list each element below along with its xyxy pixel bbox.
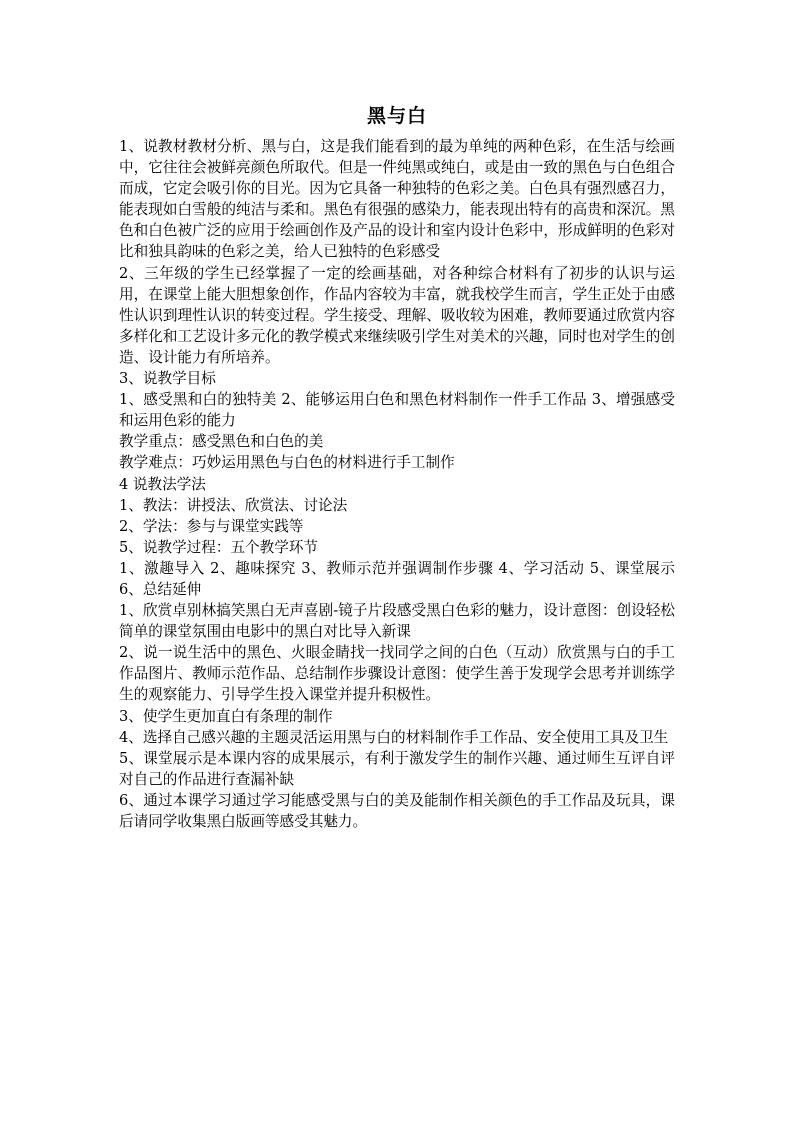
- paragraph-goals: 1、感受黑和白的独特美 2、能够运用白色和黑色材料制作一件手工作品 3、增强感受和运用色彩的能力: [119, 391, 675, 430]
- paragraph-key-point: 教学重点：感受黑色和白色的美: [119, 433, 324, 451]
- paragraph-step-1: 1、欣赏卓别林搞笑黑白无声喜剧-镜子片段感受黑白色彩的魅力，设计意图：创设轻松简单的课堂氛围由电影中的黑白对比导入新课: [119, 602, 675, 641]
- heading-goals: 3、说教学目标: [119, 370, 216, 388]
- paragraph-analysis: 1、说教材教材分析、黑与白，这是我们能看到的最为单纯的两种色彩，在生活与绘画中，它往往会被鲜亮颜色所取代。但是一件纯黑或纯白，或是由一致的黑色与白色组合而成，它定会吸引你的目光。因为它具备一种独特的色彩之美。白色具有强烈感召力，能表现如白雪般的纯洁与柔和。黑色有很强的感染力，能表现出特有的高贵和深沉。黑色和白色被广泛的应用于绘画创作及产品的设计和室内设计色彩中，形成鲜明的色彩对比和独具韵味的色彩之美，给人已独特的色彩感受: [119, 138, 675, 261]
- paragraph-students: 2、三年级的学生已经掌握了一定的绘画基础，对各种综合材料有了初步的认识与运用，在课堂上能大胆想象创作，作品内容较为丰富，就我校学生而言，学生正处于由感性认识到理性认识的转变过程。学生接受、理解、吸收较为困难，教师要通过欣赏内容多样化和工艺设计多元化的教学模式来继续吸引学生对美术的兴趣，同时也对学生的创造、设计能力有所培养。: [119, 264, 675, 366]
- paragraph-step-6: 6、通过本课学习通过学习能感受黑与白的美及能制作相关颜色的手工作品及玩具，课后请同学收集黑白版画等感受其魅力。: [119, 791, 675, 830]
- paragraph-step-2: 2、说一说生活中的黑色、火眼金睛找一找同学之间的白色（互动）欣赏黑与白的手工作品图片、教师示范作品、总结制作步骤设计意图：使学生善于发现学会思考并训练学生的观察能力、引导学生投入课堂并提升积极性。: [119, 644, 675, 704]
- heading-process: 5、说教学过程：五个教学环节: [119, 538, 319, 556]
- paragraph-step-5: 5、课堂展示是本课内容的成果展示，有利于激发学生的制作兴趣、通过师生互评自评对自己的作品进行查漏补缺: [119, 749, 675, 788]
- paragraph-step-4: 4、选择自己感兴趣的主题灵活运用黑与白的材料制作手工作品、安全使用工具及卫生: [119, 728, 669, 746]
- paragraph-process-steps: 1、激趣导入 2、趣味探究 3、教师示范并强调制作步骤 4、学习活动 5、课堂展示 6、总结延伸: [119, 559, 675, 598]
- paragraph-difficulty: 教学难点：巧妙运用黑色与白色的材料进行手工制作: [119, 454, 455, 472]
- document-title: 黑与白: [366, 105, 427, 127]
- paragraph-learning-method: 2、学法：参与与课堂实践等: [119, 517, 304, 535]
- heading-methods: 4 说教法学法: [119, 475, 206, 493]
- document-body: [119, 136, 675, 832]
- paragraph-step-3: 3、使学生更加直白有条理的制作: [119, 707, 333, 725]
- paragraph-teaching-method: 1、教法：讲授法、欣赏法、讨论法: [119, 496, 348, 514]
